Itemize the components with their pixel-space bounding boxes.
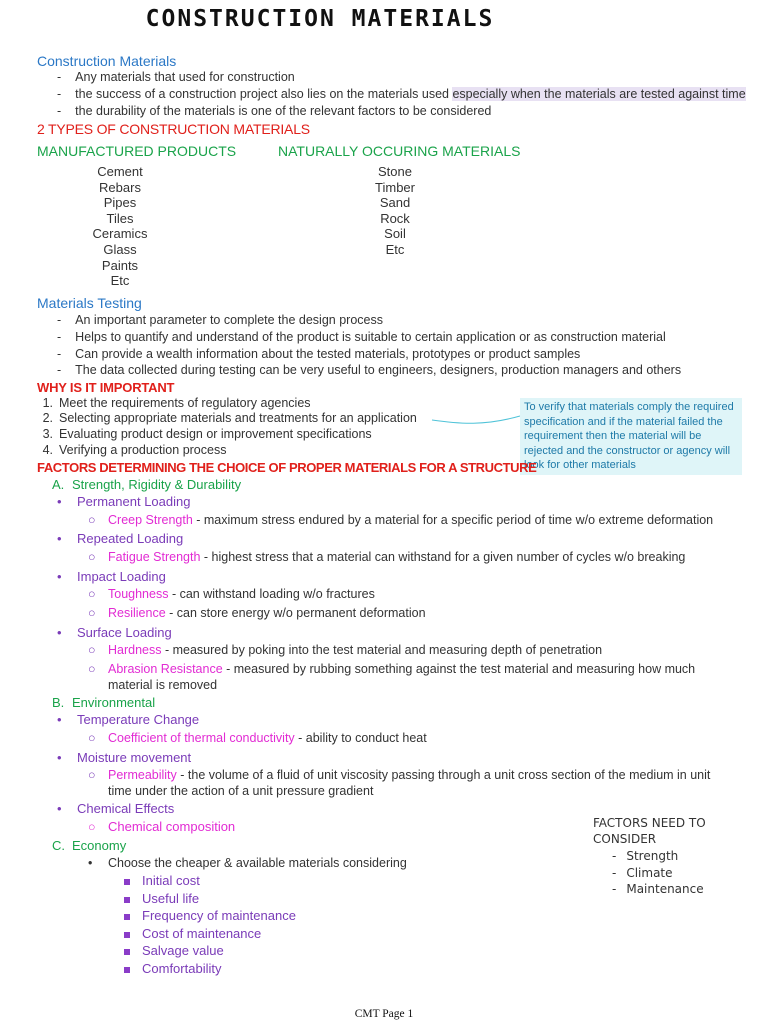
list-item: Etc <box>385 241 405 257</box>
creep-strength-item: ○ Creep Strength - maximum stress endured by a material for a specific period of time w/o extreme deformation <box>88 513 714 527</box>
connector-arrow-icon <box>430 412 522 432</box>
section-heading-factors: FACTORS DETERMINING THE CHOICE OF PROPER MATERIALS FOR A STRUCTURE <box>37 460 537 475</box>
abrasion-item-cont: material is removed <box>108 678 218 692</box>
list-item: Ceramics <box>92 226 148 242</box>
important-item-3: 3. Evaluating product design or improvement specifications <box>42 427 372 441</box>
list-item: Glass <box>103 241 137 257</box>
list-item: Tiles <box>106 210 134 226</box>
chemical-effects: • Chemical Effects <box>57 801 175 816</box>
page-title: CONSTRUCTION MATERIALS <box>145 6 495 32</box>
important-item-4: 4. Verifying a production process <box>42 443 227 457</box>
manufactured-list <box>70 164 170 289</box>
permeability-item: ○ Permeability - the volume of a fluid of unit viscosity passing through a unit cross section of the medium in unit <box>88 768 711 782</box>
factor-a: A. Strength, Rigidity & Durability <box>52 477 242 492</box>
section-heading-why-important: WHY IS IT IMPORTANT <box>37 380 175 395</box>
permeability-item-cont: time under the action of a unit pressure gradient <box>108 784 374 798</box>
list-item: Paints <box>101 257 139 273</box>
list-item: Etc <box>110 273 130 289</box>
list-item: Sand <box>379 195 411 211</box>
econ-item: Frequency of maintenance <box>124 908 296 923</box>
resilience-item: ○ Resilience - can store energy w/o permanent deformation <box>88 606 426 620</box>
intro-line-3: - the durability of the materials is one of the relevant factors to be considered <box>57 104 492 118</box>
repeated-loading: • Repeated Loading <box>57 531 184 546</box>
natural-list <box>345 164 445 258</box>
section-heading-construction-materials: Construction Materials <box>37 53 177 69</box>
choose-materials-item: • Choose the cheaper & available materials considering <box>88 856 407 870</box>
list-item: Rebars <box>99 179 141 195</box>
side-note-item: - Strength <box>612 849 679 863</box>
list-item: Pipes <box>103 195 137 211</box>
chemical-composition-item: ○ Chemical composition <box>88 819 236 834</box>
temperature-change: • Temperature Change <box>57 712 200 727</box>
side-note-heading-1: FACTORS NEED TO <box>593 816 706 830</box>
econ-item: Salvage value <box>124 943 224 958</box>
section-heading-types: 2 TYPES OF CONSTRUCTION MATERIALS <box>37 121 310 137</box>
callout-note: To verify that materials comply the required specification and if the material failed the requirement then the material will be rejected and the constructor or agency will look for other materials <box>520 398 742 475</box>
list-item: Stone <box>378 164 412 179</box>
testing-line-3: - Can provide a wealth information about the tested materials, prototypes or product samples <box>57 347 581 361</box>
natural-heading: NATURALLY OCCURING MATERIALS <box>278 143 521 159</box>
testing-line-2: - Helps to quantify and understand of the product is suitable to certain application or as construction material <box>57 330 666 344</box>
list-item: Timber <box>375 179 415 195</box>
impact-loading: • Impact Loading <box>57 569 166 584</box>
econ-item: Comfortability <box>124 961 221 976</box>
testing-line-1: - An important parameter to complete the design process <box>57 313 383 327</box>
permanent-loading: • Permanent Loading <box>57 494 191 509</box>
abrasion-item: ○ Abrasion Resistance - measured by rubbing something against the test material and measuring how much <box>88 662 696 676</box>
thermal-conductivity-item: ○ Coefficient of thermal conductivity - ability to conduct heat <box>88 731 427 745</box>
intro-line-1: - Any materials that used for construction <box>57 70 295 84</box>
list-item: Cement <box>97 164 143 179</box>
moisture-movement: • Moisture movement <box>57 750 192 765</box>
manufactured-heading: MANUFACTURED PRODUCTS <box>37 143 237 159</box>
econ-item: Useful life <box>124 891 199 906</box>
factor-c: C. Economy <box>52 838 127 853</box>
side-note-heading-2: CONSIDER <box>593 832 657 846</box>
testing-line-4: - The data collected during testing can be very useful to engineers, designers, production managers and others <box>57 363 682 377</box>
factor-b: B. Environmental <box>52 695 156 710</box>
econ-item: Initial cost <box>124 873 200 888</box>
econ-item: Cost of maintenance <box>124 926 261 941</box>
page-footer: CMT Page 1 <box>354 1008 414 1020</box>
intro-line-2: - the success of a construction project also lies on the materials used especially when the materials are tested against time <box>57 87 746 101</box>
hardness-item: ○ Hardness - measured by poking into the test material and measuring depth of penetration <box>88 643 603 657</box>
fatigue-strength-item: ○ Fatigue Strength - highest stress that a material can withstand for a given number of cycles w/o breaking <box>88 550 686 564</box>
side-note-item: - Maintenance <box>612 882 704 896</box>
section-heading-materials-testing: Materials Testing <box>37 295 142 311</box>
toughness-item: ○ Toughness - can withstand loading w/o fractures <box>88 587 375 601</box>
important-item-1: 1. Meet the requirements of regulatory agencies <box>42 396 311 410</box>
side-note-item: - Climate <box>612 866 673 880</box>
list-item: Soil <box>384 226 406 242</box>
highlighted-text: especially when the materials are tested against time <box>452 87 746 101</box>
important-item-2: 2. Selecting appropriate materials and treatments for an application <box>42 411 417 425</box>
surface-loading: • Surface Loading <box>57 625 172 640</box>
list-item: Rock <box>380 210 410 226</box>
